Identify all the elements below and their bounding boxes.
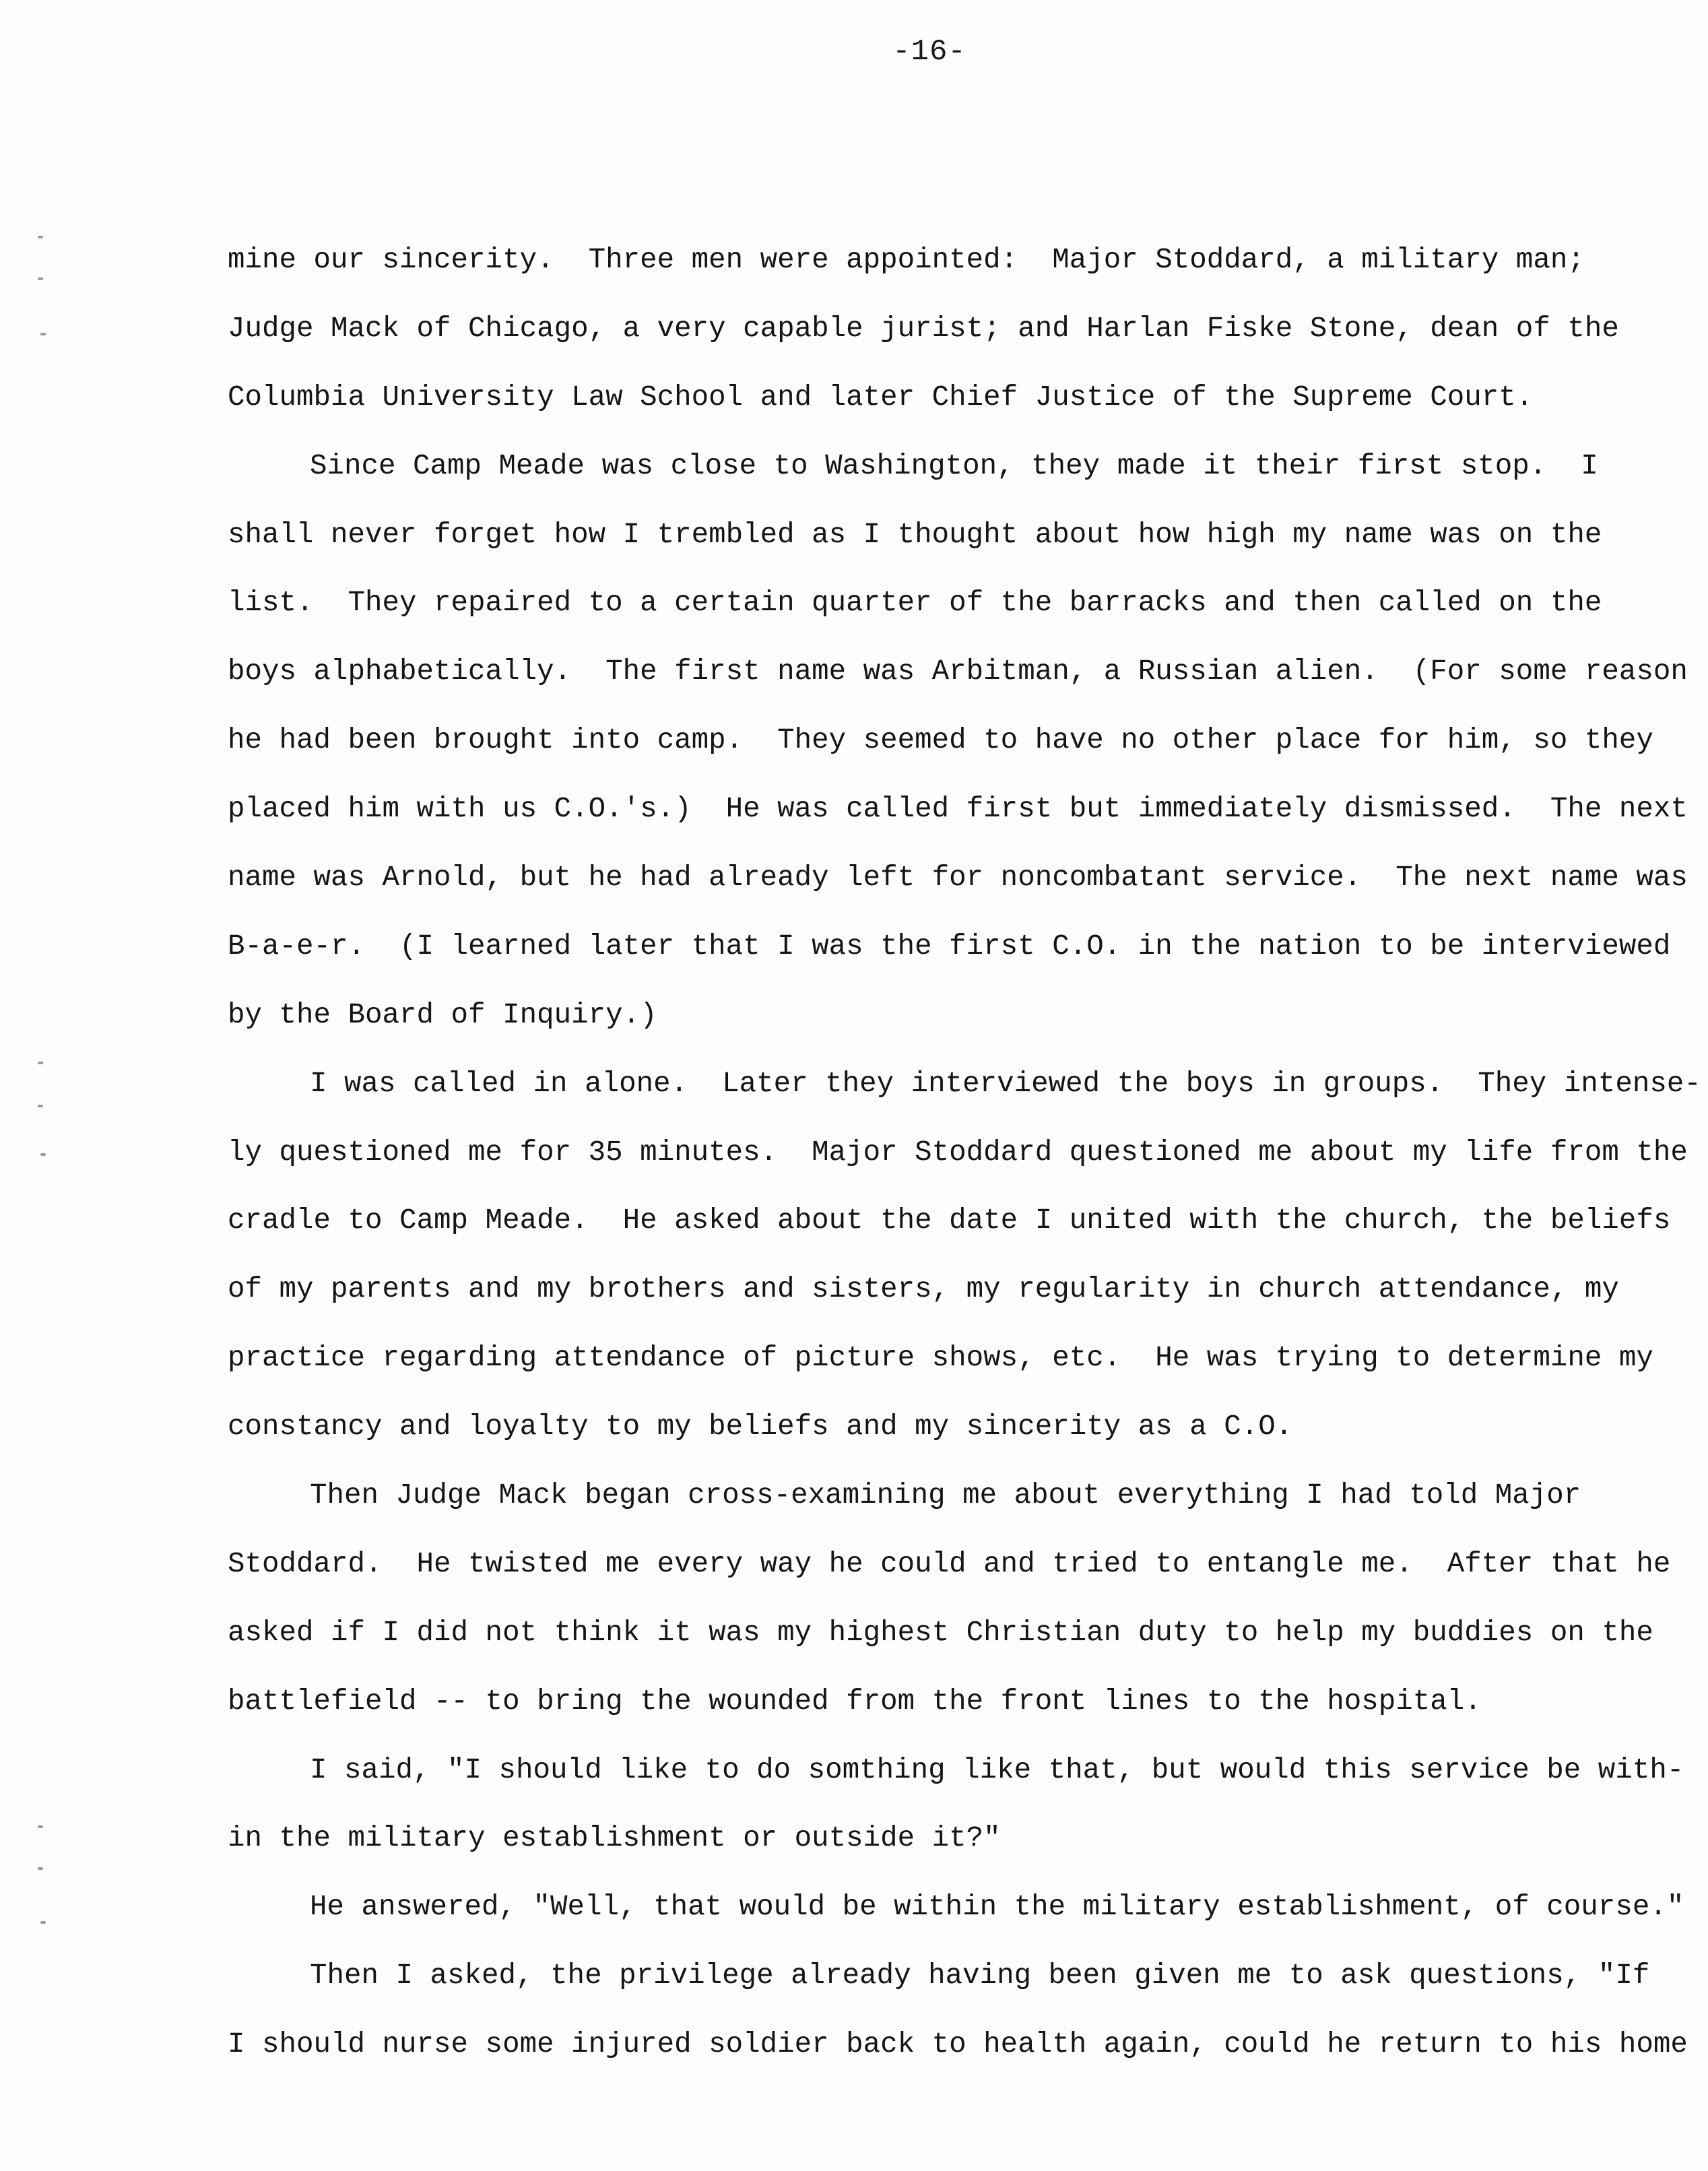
margin-mark [38,278,43,280]
text-line: Then Judge Mack began cross-examining me about everything I had told Major [310,1479,1581,1512]
text-line: constancy and loyalty to my beliefs and my sincerity as a C.O. [228,1411,1293,1444]
typed-body-text [228,226,1701,2079]
text-line: Since Camp Meade was close to Washington, they made it their first stop. I [310,449,1598,482]
text-line: practice regarding attendance of picture shows, etc. He was trying to determine my [228,1342,1653,1375]
text-line: He answered, "Well, that would be within the military establishment, of course." [310,1891,1684,1924]
text-line: he had been brought into camp. They seemed to have no other place for him, so they [228,724,1653,757]
text-line: I should nurse some injured soldier back to health again, could he return to his home [228,2028,1688,2061]
text-line: Then I asked, the privilege already having been given me to ask questions, "If [310,1959,1650,1992]
text-line: boys alphabetically. The first name was Arbitman, a Russian alien. (For some reason [228,655,1688,688]
text-line: in the military establishment or outside it?" [228,1822,1001,1855]
text-line: mine our sincerity. Three men were appointed: Major Stoddard, a military man; [228,244,1585,276]
text-line: asked if I did not think it was my highest Christian duty to help my buddies on the [228,1616,1653,1649]
text-line: of my parents and my brothers and sisters, my regularity in church attendance, my [228,1273,1619,1306]
text-line: list. They repaired to a certain quarter of the barracks and then called on the [228,587,1602,620]
text-line: by the Board of Inquiry.) [228,998,657,1031]
margin-mark [38,1867,43,1870]
margin-mark [38,1825,43,1828]
text-line: placed him with us C.O.'s.) He was called first but immediately dismissed. The next [228,793,1688,826]
text-line: Columbia University Law School and later Chief Justice of the Supreme Court. [228,381,1534,414]
margin-mark [40,1921,46,1924]
margin-mark [38,1105,43,1107]
page-number: -16- [892,35,966,69]
text-line: B-a-e-r. (I learned later that I was the first C.O. in the nation to be interviewed [228,930,1671,963]
text-line: cradle to Camp Meade. He asked about the date I united with the church, the beliefs [228,1204,1671,1237]
margin-mark [40,1153,46,1156]
text-line: ly questioned me for 35 minutes. Major Stoddard questioned me about my life from the [228,1136,1688,1169]
text-line: Stoddard. He twisted me every way he could and tried to entangle me. After that he [228,1547,1671,1580]
text-line: I was called in alone. Later they interviewed the boys in groups. They intense- [310,1067,1701,1100]
text-line: battlefield -- to bring the wounded from the front lines to the hospital. [228,1685,1482,1718]
text-line: Judge Mack of Chicago, a very capable jurist; and Harlan Fiske Stone, dean of the [228,312,1619,345]
margin-mark [38,1062,43,1064]
text-line: name was Arnold, but he had already left for noncombatant service. The next name was [228,862,1688,895]
margin-mark [40,333,46,335]
text-line: I said, "I should like to do somthing like that, but would this service be with- [310,1753,1684,1786]
text-line: shall never forget how I trembled as I thought about how high my name was on the [228,518,1602,551]
margin-mark [38,236,43,238]
